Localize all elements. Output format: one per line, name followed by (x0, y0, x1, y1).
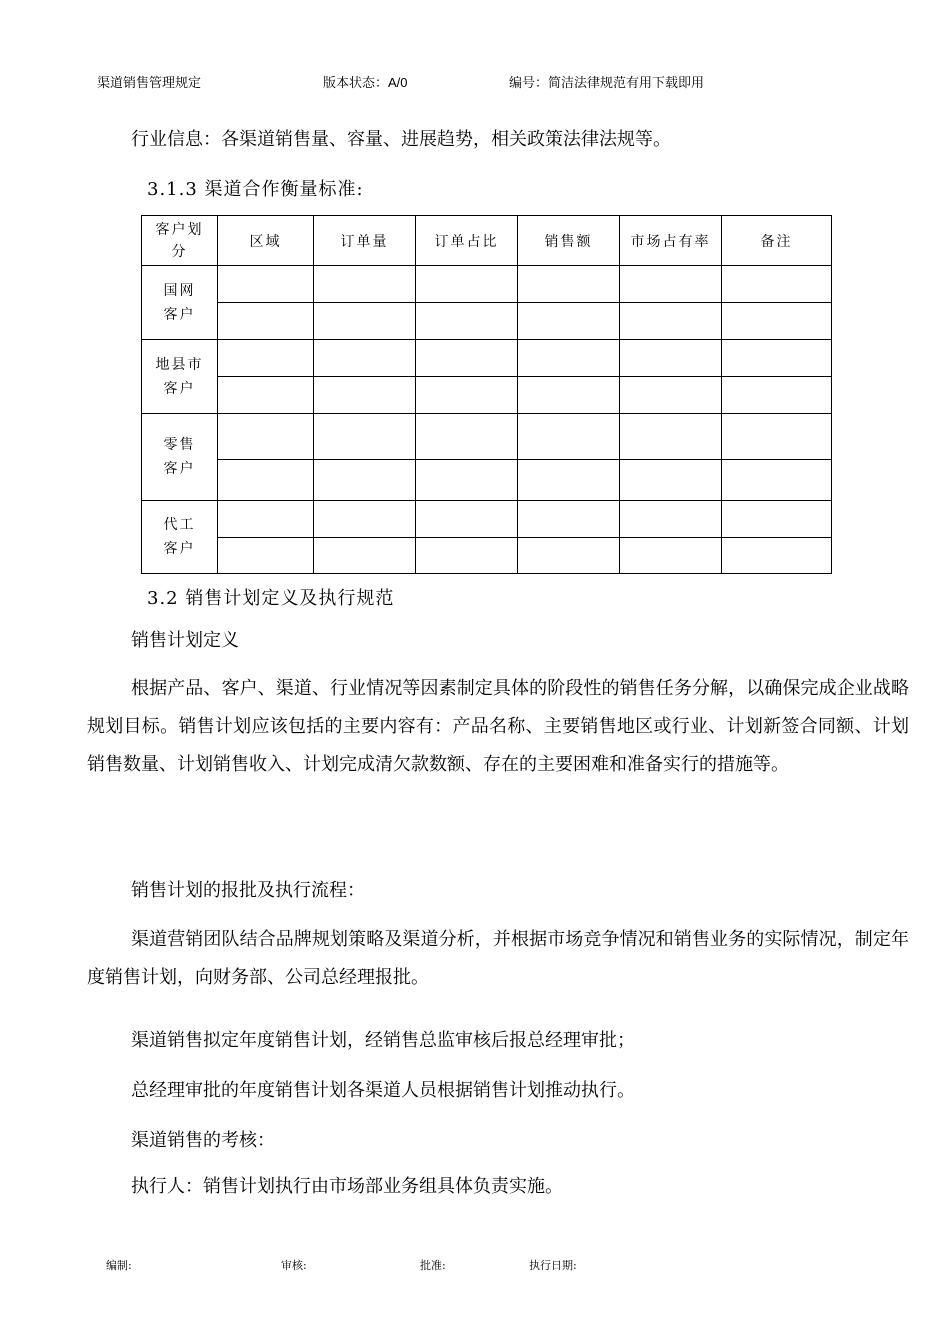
group-cell-county-city: 地县市 客户 (142, 340, 218, 414)
table-row (142, 501, 832, 538)
table-cell (218, 414, 314, 460)
table-cell (722, 266, 832, 303)
table-cell (722, 303, 832, 340)
table-cell (314, 266, 416, 303)
header-doc-title: 渠道销售管理规定 (97, 76, 202, 91)
table-row (142, 538, 832, 574)
table-cell (314, 377, 416, 414)
table-cell (518, 377, 620, 414)
table-cell (518, 340, 620, 377)
section-heading-3-1-3: 3.1.3 渠道合作衡量标准: (147, 179, 364, 200)
table-cell (218, 303, 314, 340)
footer-execution-date: 执行日期: (529, 1259, 577, 1272)
table-cell (416, 377, 518, 414)
header-cell: 客户划分 (142, 216, 218, 266)
table-cell (416, 501, 518, 538)
approval-process-paragraph: 渠道营销团队结合品牌规划策略及渠道分析，并根据市场竞争情况和销售业务的实际情况，制定年度销售计划，向财务部、公司总经理报批。 (87, 929, 909, 988)
table-cell (722, 377, 832, 414)
table-cell (218, 340, 314, 377)
table-cell (314, 303, 416, 340)
table-cell (620, 340, 722, 377)
plan-definition-paragraph: 根据产品、客户、渠道、行业情况等因素制定具体的阶段性的销售任务分解，以确保完成企业战略规划目标。销售计划应该包括的主要内容有：产品名称、主要销售地区或行业、计划新签合同额、计划销售数量、计划销售收入、计划完成清欠款数额、存在的主要困难和准备实行的措施等。 (87, 678, 909, 775)
header-cell: 订单占比 (416, 216, 518, 266)
table-row (142, 460, 832, 501)
table-cell (314, 340, 416, 377)
table-cell (620, 414, 722, 460)
table-cell (518, 501, 620, 538)
table-cell (314, 414, 416, 460)
group-cell-retail: 零售 客户 (142, 414, 218, 501)
header-cell: 订单量 (314, 216, 416, 266)
table-cell (218, 460, 314, 501)
header-cell: 备注 (722, 216, 832, 266)
table-cell (416, 266, 518, 303)
table-cell (218, 377, 314, 414)
table-cell (722, 340, 832, 377)
table-cell (218, 538, 314, 574)
table-cell (218, 501, 314, 538)
group-cell-oem: 代工 客户 (142, 501, 218, 574)
table-cell (722, 501, 832, 538)
table-cell (620, 303, 722, 340)
table-row (142, 340, 832, 377)
table-cell (518, 538, 620, 574)
header-cell: 销售额 (518, 216, 620, 266)
header-cell: 区域 (218, 216, 314, 266)
plan-definition-title: 销售计划定义 (131, 630, 239, 651)
table-cell (416, 414, 518, 460)
table-cell (416, 538, 518, 574)
header-version: 版本状态：A/0 (323, 75, 408, 90)
table-cell (518, 460, 620, 501)
header-cell: 市场占有率 (620, 216, 722, 266)
annual-plan-line: 渠道销售拟定年度销售计划，经销售总监审核后报总经理审批； (131, 1030, 635, 1051)
table-row (142, 414, 832, 460)
table-cell (416, 340, 518, 377)
table-cell (518, 414, 620, 460)
table-header-row (142, 216, 832, 266)
channel-criteria-table (141, 215, 832, 574)
approval-process-title: 销售计划的报批及执行流程： (131, 880, 365, 901)
table-row (142, 303, 832, 340)
table-cell (722, 414, 832, 460)
table-cell (518, 303, 620, 340)
industry-info-line: 行业信息：各渠道销售量、容量、进展趋势，相关政策法律法规等。 (131, 129, 671, 150)
table-cell (218, 266, 314, 303)
table-cell (518, 266, 620, 303)
footer-approved-by: 批准: (420, 1259, 446, 1272)
section-heading-3-2: 3.2 销售计划定义及执行规范 (147, 588, 395, 609)
table-row (142, 377, 832, 414)
table-cell (620, 377, 722, 414)
assessment-title: 渠道销售的考核： (131, 1130, 275, 1151)
table-cell (620, 460, 722, 501)
executor-line: 执行人：销售计划执行由市场部业务组具体负责实施。 (131, 1176, 563, 1197)
table-cell (314, 501, 416, 538)
table-cell (620, 501, 722, 538)
footer-reviewed-by: 审核: (281, 1259, 307, 1272)
table-cell (620, 266, 722, 303)
table-cell (416, 303, 518, 340)
footer-prepared-by: 编制: (106, 1259, 132, 1272)
group-cell-state-grid: 国网 客户 (142, 266, 218, 340)
table-cell (314, 460, 416, 501)
table-cell (314, 538, 416, 574)
table-cell (722, 538, 832, 574)
table-cell (620, 538, 722, 574)
header-number: 编号：简洁法律规范有用下载即用 (509, 76, 705, 91)
table-row (142, 266, 832, 303)
table-cell (416, 460, 518, 501)
plan-execution-line: 总经理审批的年度销售计划各渠道人员根据销售计划推动执行。 (131, 1080, 635, 1101)
table-cell (722, 460, 832, 501)
